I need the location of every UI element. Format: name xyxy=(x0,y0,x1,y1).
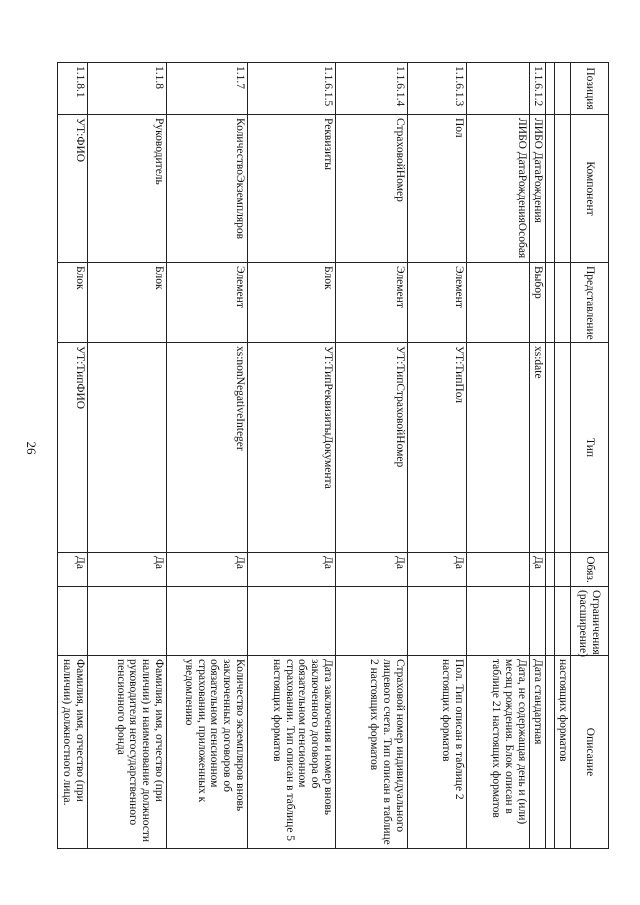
cell-restrictions xyxy=(88,587,167,656)
cell-description: настоящих форматов xyxy=(555,656,571,849)
cell-component xyxy=(555,115,571,263)
header-representation: Представление xyxy=(571,263,609,343)
cell-required: Да xyxy=(88,553,167,587)
table-row xyxy=(248,63,336,849)
table-frame xyxy=(61,62,609,848)
table-row xyxy=(88,63,167,849)
cell-component: КоличествоЭкземпляров xyxy=(167,115,248,263)
cell-component: СтраховойНомер xyxy=(336,115,408,263)
cell-restrictions xyxy=(248,587,336,656)
cell-restrictions xyxy=(555,587,571,656)
header-row xyxy=(571,63,609,849)
cell-type xyxy=(555,343,571,553)
cell-component xyxy=(546,115,555,263)
cell-representation: Блок xyxy=(58,263,88,343)
cell-required xyxy=(546,553,555,587)
cell-representation: Элемент xyxy=(167,263,248,343)
cell-component: УТ:ФИО xyxy=(58,115,88,263)
cell-description: Дата заключения и номер вновь заключенного договора об обязательном пенсионном страховании. Тип описан в таблице 5 настоящих форматов xyxy=(248,656,336,849)
cell-position: 1.1.6.1.5 xyxy=(248,63,336,115)
header-restrictions: Ограничения (расширение) xyxy=(571,587,609,656)
table-row xyxy=(58,63,88,849)
cell-component: Пол xyxy=(408,115,467,263)
cell-type: УТ:ТипРеквизитыДокумента xyxy=(248,343,336,553)
header-type: Тип xyxy=(571,343,609,553)
cell-representation xyxy=(546,263,555,343)
table-row xyxy=(336,63,408,849)
table-row xyxy=(555,63,571,849)
cell-position: 1.1.7 xyxy=(167,63,248,115)
cell-description: Количество экземпляров вновь заключенных договоров об обязательном пенсионном страховании, приложенных к уведомлению xyxy=(167,656,248,849)
cell-type xyxy=(467,343,530,553)
cell-component: ЛИБО ДатаРожденияОсобая xyxy=(467,115,530,263)
cell-description: Фамилия, имя, отчество (при наличии) и наименование должности руководителя негосударственного пенсионного фонда xyxy=(88,656,167,849)
cell-required: Да xyxy=(336,553,408,587)
cell-type xyxy=(88,343,167,553)
cell-type: УТ:ТипСтраховойНомер xyxy=(336,343,408,553)
cell-type: xs:date xyxy=(530,343,546,553)
cell-representation: Блок xyxy=(248,263,336,343)
cell-type: xs:nonNegativeInteger xyxy=(167,343,248,553)
cell-type: УТ:ТипФИО xyxy=(58,343,88,553)
cell-required: Да xyxy=(248,553,336,587)
cell-required: Да xyxy=(58,553,88,587)
cell-restrictions xyxy=(530,587,546,656)
cell-component: ЛИБО ДатаРождения xyxy=(530,115,546,263)
cell-position xyxy=(555,63,571,115)
cell-position xyxy=(467,63,530,115)
cell-required xyxy=(467,553,530,587)
header-description: Описание xyxy=(571,656,609,849)
table-row xyxy=(408,63,467,849)
cell-restrictions xyxy=(167,587,248,656)
cell-restrictions xyxy=(467,587,530,656)
cell-restrictions xyxy=(408,587,467,656)
cell-required: Да xyxy=(530,553,546,587)
cell-representation: Блок xyxy=(88,263,167,343)
cell-description: Фамилия, имя, отчество (при наличии) должностного лица. xyxy=(58,656,88,849)
cell-description: Дата, не содержащая день и (или) месяц рождения. Блок описан в таблице 21 настоящих форматов xyxy=(467,656,530,849)
cell-representation xyxy=(467,263,530,343)
cell-position: 1.1.8 xyxy=(88,63,167,115)
cell-required: Да xyxy=(167,553,248,587)
cell-component: Реквизиты xyxy=(248,115,336,263)
cell-representation: Элемент xyxy=(408,263,467,343)
cell-description: Пол. Тип описан в таблице 2 настоящих форматов xyxy=(408,656,467,849)
cell-type xyxy=(546,343,555,553)
cell-description xyxy=(546,656,555,849)
page-number: 26 xyxy=(24,441,39,455)
cell-restrictions xyxy=(336,587,408,656)
cell-position: 1.1.6.1.3 xyxy=(408,63,467,115)
cell-component: Руководитель xyxy=(88,115,167,263)
header-required: Обяз. xyxy=(571,553,609,587)
cell-representation: Элемент xyxy=(336,263,408,343)
cell-position xyxy=(546,63,555,115)
cell-required xyxy=(555,553,571,587)
cell-required: Да xyxy=(408,553,467,587)
cell-description: Дата стандартная xyxy=(530,656,546,849)
cell-position: 1.1.6.1.4 xyxy=(336,63,408,115)
table-row xyxy=(467,63,530,849)
format-spec-table xyxy=(57,62,609,849)
table-row xyxy=(167,63,248,849)
header-position: Позиция xyxy=(571,63,609,115)
cell-representation: Выбор xyxy=(530,263,546,343)
cell-restrictions xyxy=(58,587,88,656)
cell-type: УТ:ТипПол xyxy=(408,343,467,553)
cell-position: 1.1.8.1 xyxy=(58,63,88,115)
cell-restrictions xyxy=(546,587,555,656)
table-row xyxy=(546,63,555,849)
cell-position: 1.1.6.1.2 xyxy=(530,63,546,115)
table-row xyxy=(530,63,546,849)
cell-representation xyxy=(555,263,571,343)
cell-description: Страховой номер индивидуального лицевого счета. Тип описан в таблице 2 настоящих форматов xyxy=(336,656,408,849)
header-component: Компонент xyxy=(571,115,609,263)
